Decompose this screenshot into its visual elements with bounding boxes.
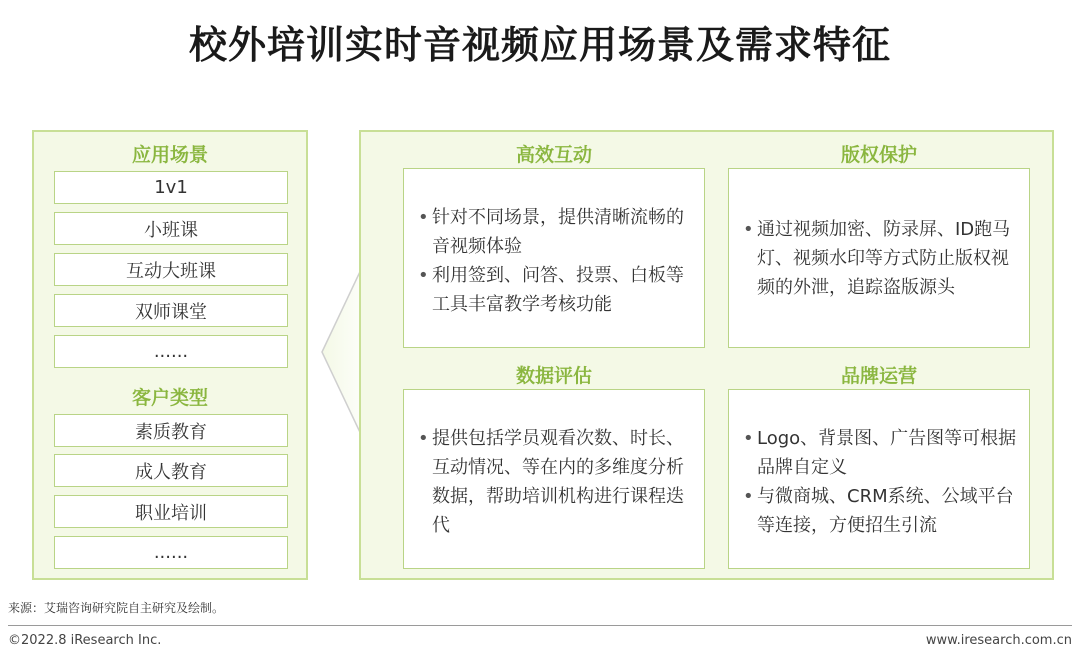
customer-item: ......: [54, 536, 288, 569]
scenario-item: ......: [54, 335, 288, 368]
customer-item: 素质教育: [54, 414, 288, 447]
page-title: 校外培训实时音视频应用场景及需求特征: [188, 23, 891, 67]
feature-bullet: • Logo、背景图、广告图等可根据品牌自定义: [743, 424, 1017, 482]
left-panel: [32, 130, 308, 580]
feature-title-copyright: 版权保护: [840, 144, 917, 166]
feature-bullet: • 提供包括学员观看次数、时长、互动情况、等在内的多维度分析数据，帮助培训机构进行课程迭代: [418, 424, 692, 540]
feature-bullet: • 针对不同场景，提供清晰流畅的音视频体验: [418, 203, 692, 261]
footer-divider: [8, 625, 1072, 626]
feature-bullet: • 通过视频加密、防录屏、ID跑马灯、视频水印等方式防止版权视频的外泄，追踪盗版源头: [743, 215, 1017, 302]
feature-title-interaction: 高效互动: [515, 144, 592, 166]
feature-card-copyright: [728, 168, 1030, 348]
feature-card-interaction: [403, 168, 705, 348]
scenario-item: 1v1: [54, 171, 288, 204]
feature-title-data: 数据评估: [515, 365, 592, 387]
scenario-item: 双师课堂: [54, 294, 288, 327]
customer-section-title: 客户类型: [131, 387, 208, 409]
scenario-item: 互动大班课: [54, 253, 288, 286]
scenario-item: 小班课: [54, 212, 288, 245]
customer-item: 成人教育: [54, 454, 288, 487]
copyright: ©2022.8 iResearch Inc.: [8, 633, 162, 648]
right-panel: [359, 130, 1054, 580]
website-link[interactable]: www.iresearch.com.cn: [925, 633, 1072, 648]
feature-title-brand: 品牌运营: [840, 365, 917, 387]
source-note: 来源：艾瑞咨询研究院自主研究及绘制。: [8, 601, 225, 615]
scenario-section-title: 应用场景: [131, 144, 208, 166]
feature-bullet: • 利用签到、问答、投票、白板等工具丰富教学考核功能: [418, 261, 692, 319]
feature-card-data: [403, 389, 705, 569]
feature-bullet: • 与微商城、CRM系统、公域平台等连接，方便招生引流: [743, 482, 1017, 540]
feature-card-brand: [728, 389, 1030, 569]
customer-item: 职业培训: [54, 495, 288, 528]
